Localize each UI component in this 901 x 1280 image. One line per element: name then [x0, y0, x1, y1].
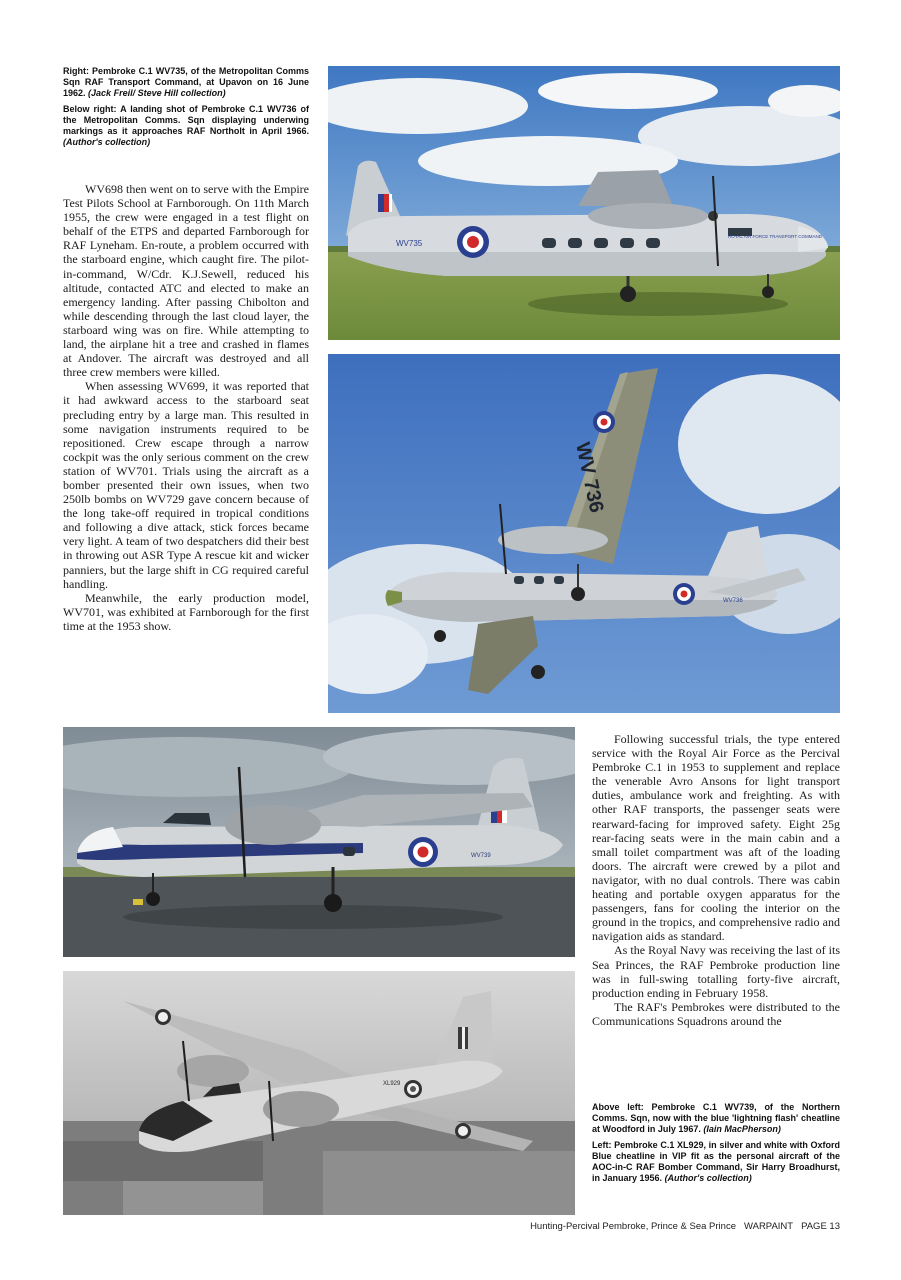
- caption-block-top: [63, 66, 309, 153]
- caption-text: Left: Pembroke C.1 XL929, in silver and white with Oxford Blue cheatline in VIP fit as the personal aircraft of the AOC-in-C RAF Bomber Command, Sir Harry Broadhurst, in January 1956.: [592, 1140, 840, 1183]
- caption-credit: (Author's collection): [664, 1173, 752, 1183]
- caption-text: Below right: A landing shot of Pembroke C.1 WV736 of the Metropolitan Comms. Sqn displaying underwing markings as it approaches RAF Northolt in April 1966.: [63, 104, 309, 136]
- paragraph: As the Royal Navy was receiving the last of its Sea Princes, the RAF Pembroke production line was in full-swing totalling forty-five aircraft, production ending in February 1958.: [592, 943, 840, 1000]
- caption-below-right: [63, 104, 309, 148]
- paragraph: Following successful trials, the type entered service with the Royal Air Force as the Percival Pembroke C.1 in 1953 to supplement and replace the venerable Avro Ansons for light transport duties, ambulance work and freighting. As with other RAF transports, the passenger seats were rearward-facing for improved safety. Eight 25g rear-facing seats were in the main cabin and a small toilet compartment was aft of the loading doors. The aircraft were crewed by a pilot and navigator, with no dual controls. There was cabin heating and portable oxygen apparatus for the passengers, fans for cooling the interior on the ground in the tropics, and comprehensive radio and navigation aids as standard.: [592, 732, 840, 944]
- caption-left: [592, 1140, 840, 1184]
- photo-wv735: [328, 66, 840, 340]
- left-column-text: [63, 182, 309, 633]
- caption-credit: (Jack Freil/ Steve Hill collection): [88, 88, 226, 98]
- right-column-text: [592, 732, 840, 1028]
- caption-text: Above left: Pembroke C.1 WV739, of the Northern Comms. Sqn, now with the blue 'lightning flash' cheatline at Woodford in July 1967.: [592, 1102, 840, 1134]
- serial-marking: XL929: [383, 1081, 401, 1087]
- serial-marking: WV735: [396, 239, 423, 248]
- page-footer: [470, 1221, 840, 1232]
- paragraph: The RAF's Pembrokes were distributed to the Communications Squadrons around the: [592, 999, 840, 1028]
- titles-marking: RAF TRANSPORT COMMAND: [143, 847, 206, 852]
- fuselage-serial-marking: WV736: [723, 598, 743, 604]
- serial-marking: WV739: [471, 853, 491, 859]
- caption-credit: (Author's collection): [63, 137, 151, 147]
- paragraph: WV698 then went on to serve with the Empire Test Pilots School at Farnborough. On 11th March 1955, the crew were engaged in a test flight on behalf of the ETPS and departed Farnborough for RAF Lyneham. En-route, a problem occurred with the starboard engine, which caught fire. The pilot-in-command, W/Cdr. K.J.Sewell, reduced his altitude, contacted ATC and elected to make an emergency landing. After passing Chibolton and while descending through the last cloud layer, the starboard wing was on fire. While attempting to land, the airplane hit a tree and crashed in flames at Andover. The aircraft was destroyed and all three crew members were killed.: [63, 182, 309, 380]
- footer-title: Hunting-Percival Pembroke, Prince & Sea Prince: [530, 1221, 736, 1232]
- photo-wv736: [328, 354, 840, 713]
- footer-magazine: WARPAINT: [744, 1221, 794, 1232]
- caption-credit: (Iain MacPherson): [703, 1124, 781, 1134]
- caption-block-bottom: [592, 1102, 840, 1189]
- caption-text: Right: Pembroke C.1 WV735, of the Metropolitan Comms Sqn RAF Transport Command, at Upavon on 16 June 1962.: [63, 66, 309, 98]
- caption-top-right: [63, 66, 309, 99]
- titles-marking: ROYAL AIR FORCE TRANSPORT COMMAND: [728, 234, 823, 239]
- paragraph: When assessing WV699, it was reported that it had awkward access to the starboard seat precluding entry by a large man. This resulted in some navigation instruments required to be repositioned. Crew escape through a narrow cockpit was the only serious comment on the crew station of WV701. Trials using the aircraft as a bomber presented their own issues, when two 250lb bombs on WV729 gave concern because of the long take-off required in tropical conditions and following a dive attack, stick forces became very light. A team of two despatchers did their best in throwing out ASR Type A rescue kit and wicker panniers, but the large shift in CG required careful handling.: [63, 379, 309, 591]
- caption-above-left: [592, 1102, 840, 1135]
- page-number: PAGE 13: [801, 1221, 840, 1232]
- wing-serial-marking: WV 736: [571, 440, 608, 515]
- paragraph: Meanwhile, the early production model, WV701, was exhibited at Farnborough for the first time at the 1953 show.: [63, 590, 309, 633]
- photo-wv739: [63, 727, 575, 957]
- photo-xl929: [63, 971, 575, 1215]
